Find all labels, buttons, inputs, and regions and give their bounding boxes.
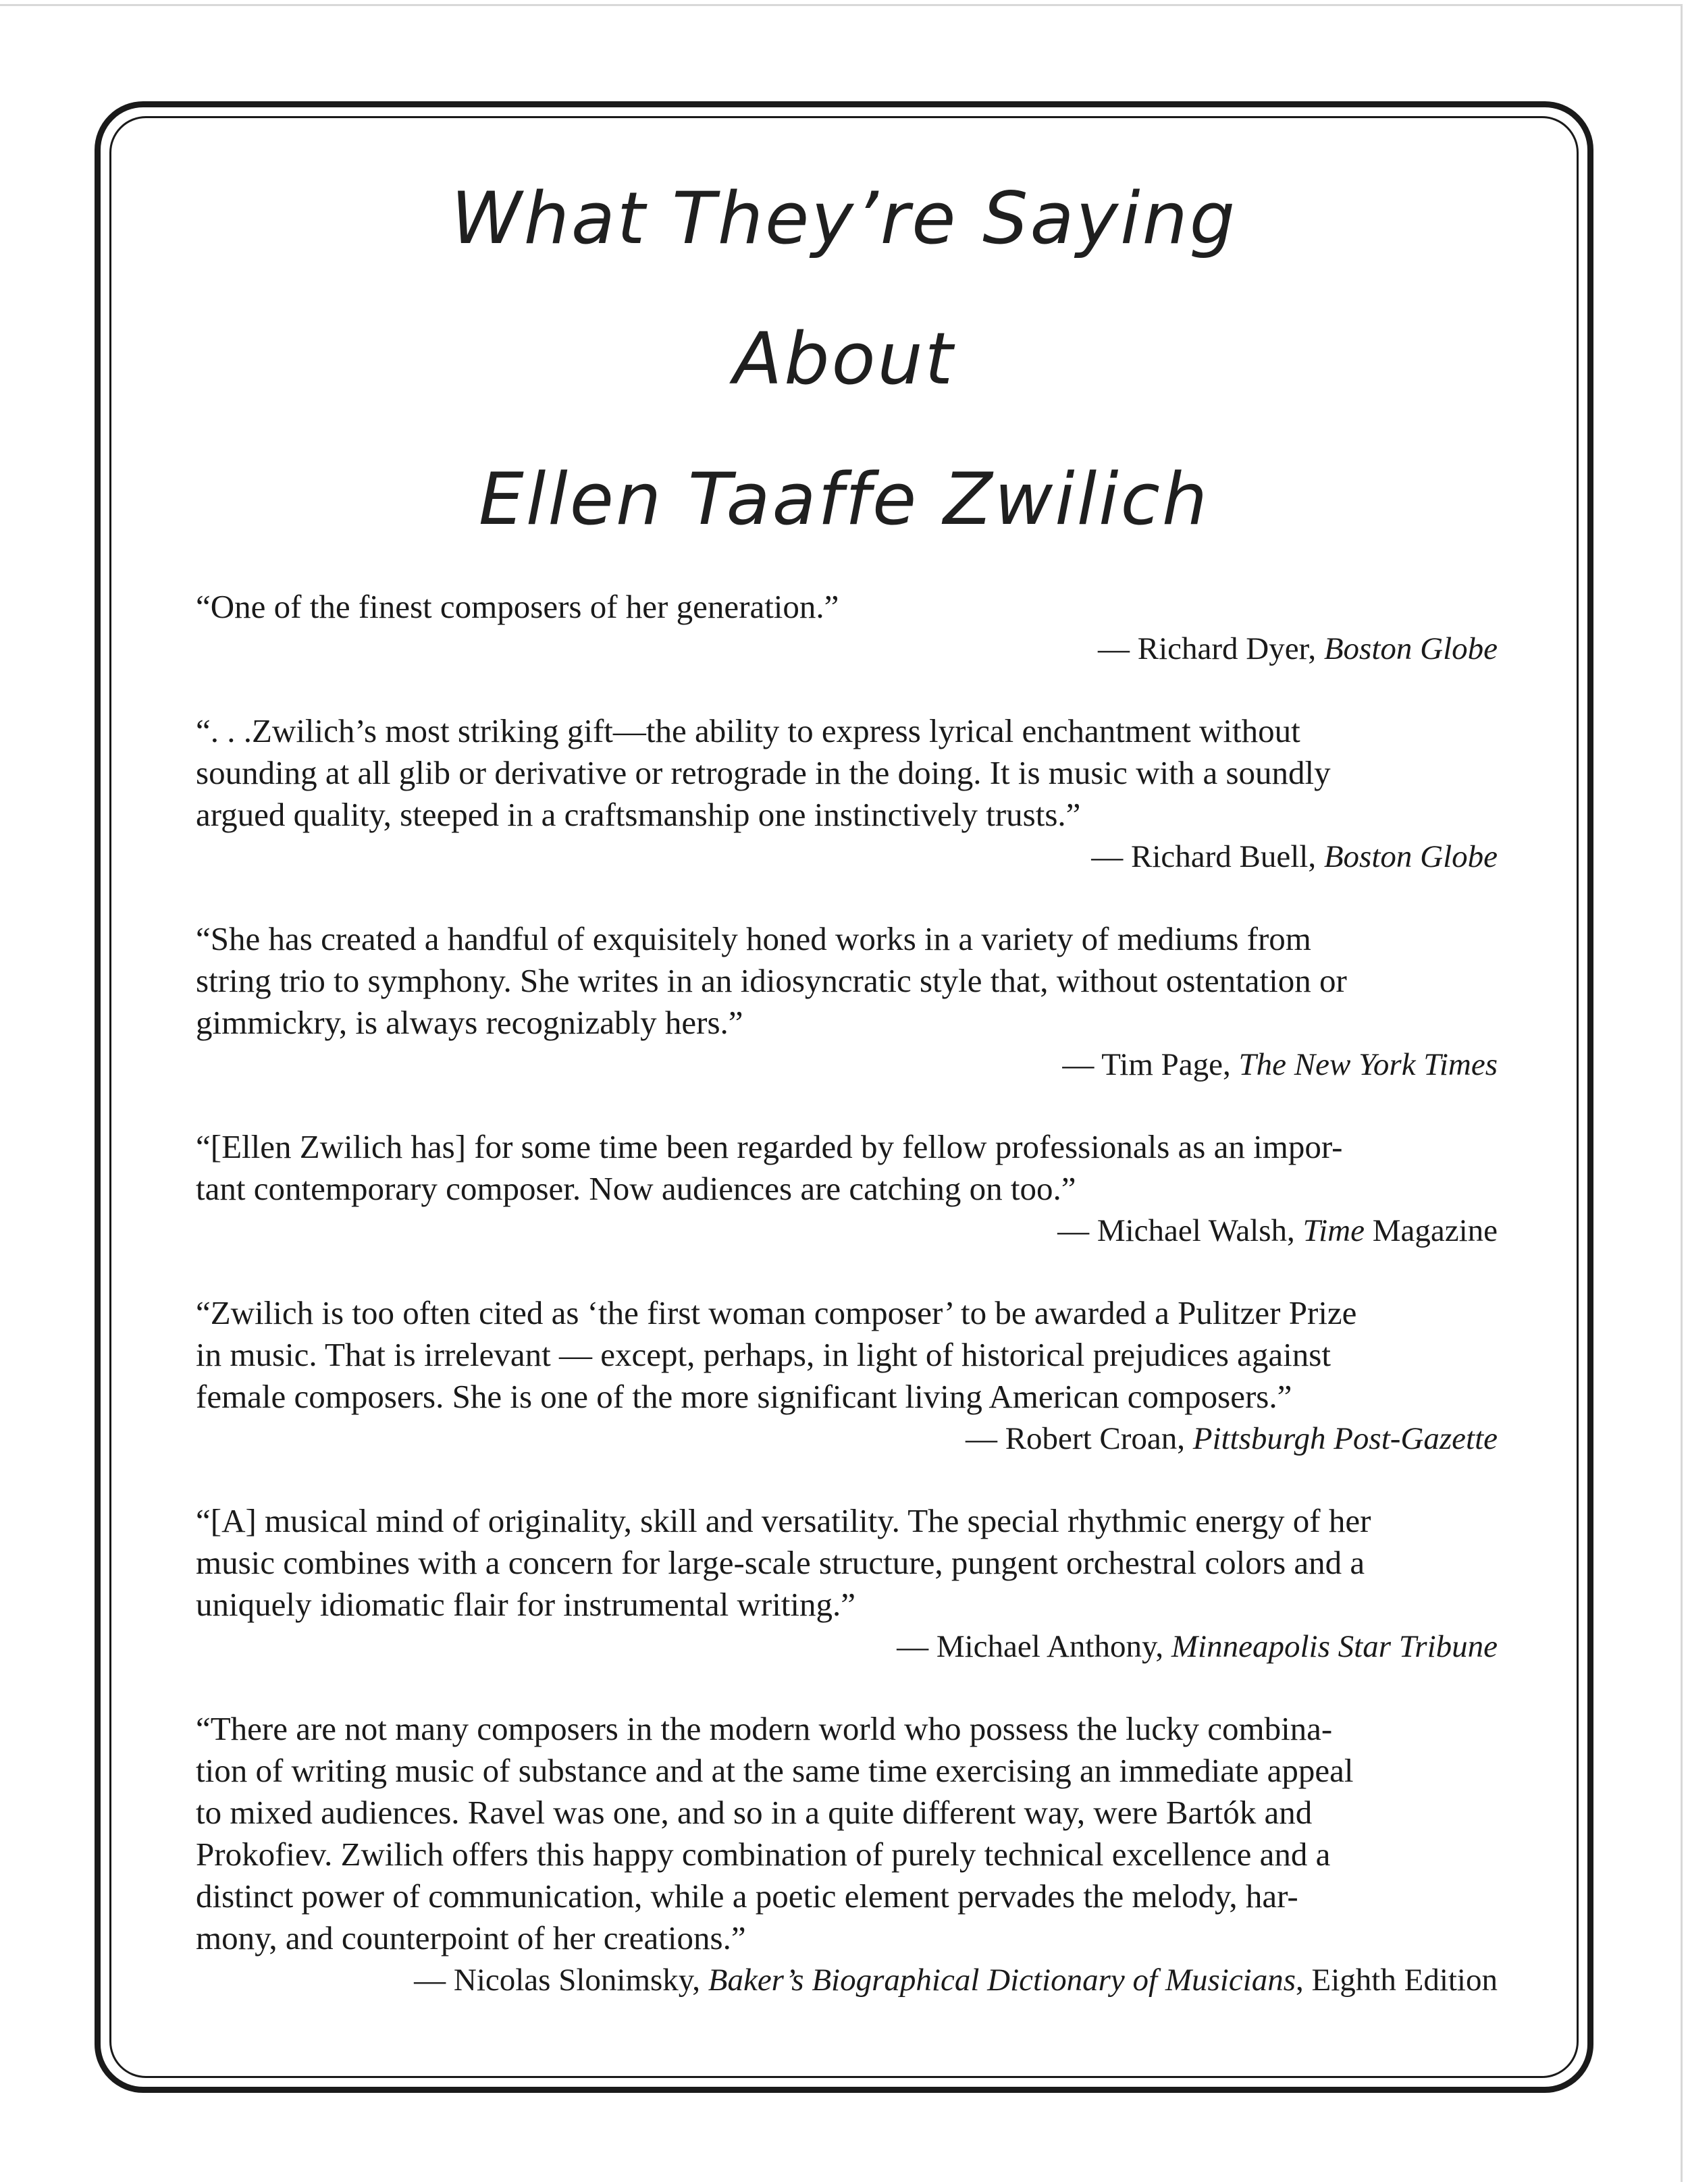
quote-block: [196, 1292, 1498, 1460]
attribution-author: — Nicolas Slonimsky,: [414, 1963, 708, 1998]
quote-line: tion of writing music of substance and at the same time exercising an immediate appeal: [196, 1752, 1354, 1789]
quote-text: [196, 586, 1498, 628]
page-title: [203, 149, 1485, 570]
attribution-publication: Time: [1302, 1213, 1365, 1248]
quote-line: female composers. She is one of the more significant living American composers.”: [196, 1378, 1292, 1415]
quote-text: [196, 918, 1498, 1044]
quote-block: [196, 586, 1498, 670]
quotes-list: [196, 586, 1498, 2042]
attribution-publication: Boston Globe: [1323, 631, 1498, 666]
quote-attribution: [196, 1418, 1498, 1460]
quote-line: “[A] musical mind of originality, skill and versatility. The special rhythmic energy of her: [196, 1502, 1371, 1539]
quote-line: argued quality, steeped in a craftsmanship one instinctively trusts.”: [196, 796, 1081, 833]
title-line-1: What They’re Saying: [450, 177, 1238, 260]
quote-block: [196, 1500, 1498, 1668]
quote-line: sounding at all glib or derivative or retrograde in the doing. It is music with a soundly: [196, 754, 1331, 791]
quote-line: uniquely idiomatic flair for instrumental writing.”: [196, 1586, 856, 1623]
quote-attribution: [196, 1210, 1498, 1252]
quote-line: string trio to symphony. She writes in an idiosyncratic style that, without ostentation or: [196, 962, 1347, 999]
quote-block: [196, 710, 1498, 878]
attribution-suffix: , Eighth Edition: [1296, 1963, 1498, 1998]
quote-attribution: [196, 1044, 1498, 1086]
quote-line: distinct power of communication, while a poetic element pervades the melody, har-: [196, 1877, 1298, 1915]
attribution-author: — Michael Walsh,: [1057, 1213, 1303, 1248]
quote-block: [196, 918, 1498, 1086]
quote-block: [196, 1708, 1498, 2001]
quote-line: “She has created a handful of exquisitely honed works in a variety of mediums from: [196, 920, 1311, 957]
attribution-publication: Baker’s Biographical Dictionary of Musicians: [708, 1963, 1296, 1998]
attribution-publication: Pittsburgh Post-Gazette: [1192, 1421, 1498, 1456]
quote-line: “. . .Zwilich’s most striking gift—the ability to express lyrical enchantment without: [196, 712, 1300, 749]
attribution-author: — Richard Dyer,: [1097, 631, 1324, 666]
title-line-3: Ellen Taaffe Zwilich: [478, 458, 1210, 541]
quote-line: Prokofiev. Zwilich offers this happy combination of purely technical excellence and a: [196, 1836, 1331, 1873]
quote-text: [196, 1708, 1498, 1959]
attribution-suffix: Magazine: [1364, 1213, 1498, 1248]
quote-line: “There are not many composers in the modern world who possess the lucky combina-: [196, 1710, 1333, 1747]
quote-line: to mixed audiences. Ravel was one, and so in a quite different way, were Bartók and: [196, 1794, 1313, 1831]
attribution-author: — Michael Anthony,: [897, 1629, 1171, 1664]
attribution-publication: Minneapolis Star Tribune: [1171, 1629, 1498, 1664]
quote-line: gimmickry, is always recognizably hers.”: [196, 1004, 743, 1041]
quote-attribution: [196, 836, 1498, 878]
quote-line: “Zwilich is too often cited as ‘the first woman composer’ to be awarded a Pulitzer Prize: [196, 1294, 1357, 1331]
attribution-publication: The New York Times: [1238, 1047, 1498, 1082]
quote-attribution: [196, 1959, 1498, 2001]
attribution-publication: Boston Globe: [1323, 839, 1498, 874]
quote-block: [196, 1126, 1498, 1252]
attribution-author: — Richard Buell,: [1091, 839, 1324, 874]
quote-line: “[Ellen Zwilich has] for some time been regarded by fellow professionals as an impor-: [196, 1128, 1343, 1165]
title-line-2: About: [733, 317, 955, 400]
quote-text: [196, 710, 1498, 836]
quote-attribution: [196, 1626, 1498, 1668]
quote-line: mony, and counterpoint of her creations.”: [196, 1919, 746, 1956]
quote-text: [196, 1292, 1498, 1418]
quote-line: in music. That is irrelevant — except, perhaps, in light of historical prejudices against: [196, 1336, 1331, 1373]
quote-text: [196, 1500, 1498, 1626]
quote-attribution: [196, 628, 1498, 670]
quote-line: tant contemporary composer. Now audiences are catching on too.”: [196, 1170, 1076, 1207]
attribution-author: — Tim Page,: [1062, 1047, 1239, 1082]
quote-line: “One of the finest composers of her generation.”: [196, 588, 839, 625]
quote-text: [196, 1126, 1498, 1210]
attribution-author: — Robert Croan,: [965, 1421, 1193, 1456]
quote-line: music combines with a concern for large-scale structure, pungent orchestral colors and a: [196, 1544, 1365, 1581]
